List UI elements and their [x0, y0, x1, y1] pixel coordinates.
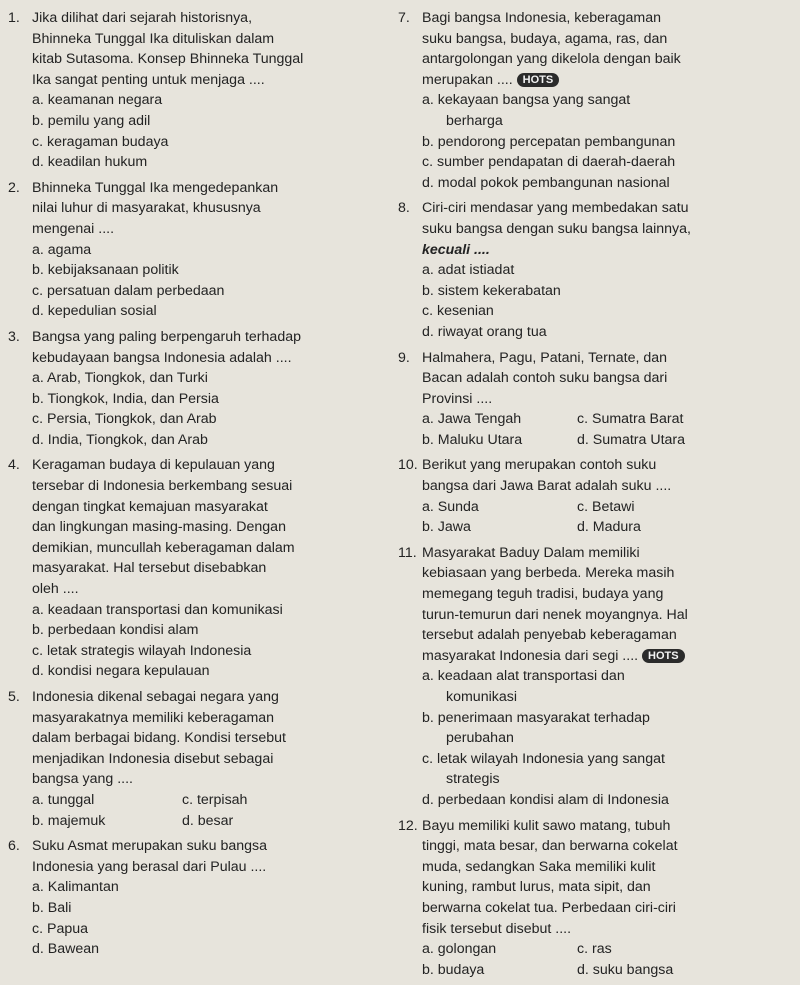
question-stem — [32, 327, 380, 368]
stem-line: oleh .... — [32, 581, 79, 598]
question-7 — [398, 8, 792, 193]
option: c. terpisah — [182, 791, 248, 808]
option: b. Maluku Utara — [422, 431, 523, 448]
left-column — [8, 8, 380, 965]
stem-line: turun-temurun dari nenek moyangnya. Hal — [422, 606, 688, 623]
question-number: 1. — [8, 10, 20, 26]
stem-line: kebiasaan yang berbeda. Mereka masih — [422, 565, 675, 582]
hots-badge: HOTS — [642, 649, 685, 663]
question-stem — [32, 836, 380, 877]
option: a. keadaan transportasi dan komunikasi — [32, 601, 283, 618]
question-12 — [398, 816, 792, 981]
options-grid — [398, 409, 792, 450]
stem-line: Jika dilihat dari sejarah historisnya, — [32, 10, 253, 26]
question-3 — [8, 327, 380, 451]
option: b. sistem kekerabatan — [422, 282, 561, 299]
question-stem — [32, 687, 380, 790]
stem-line: masyarakatnya memiliki keberagaman — [32, 709, 275, 726]
option: d. kepedulian sosial — [32, 303, 157, 320]
option: c. kesenian — [422, 303, 494, 320]
option: b. kebijaksanaan politik — [32, 262, 179, 279]
option: b. budaya — [422, 961, 485, 978]
option: a. adat istiadat — [422, 262, 515, 279]
stem-line: dalam berbagai bidang. Kondisi tersebut — [32, 730, 286, 747]
stem-line: Bagi bangsa Indonesia, keberagaman — [422, 10, 661, 26]
option-continuation: berharga — [446, 112, 503, 129]
question-number: 12. — [398, 817, 418, 834]
option: a. keadaan alat transportasi dan — [422, 668, 625, 685]
options-grid — [8, 790, 380, 831]
stem-line: Bayu memiliki kulit sawo matang, tubuh — [422, 817, 671, 834]
question-5 — [8, 687, 380, 831]
stem-line: memegang teguh tradisi, budaya yang — [422, 586, 664, 603]
option: c. Persia, Tiongkok, dan Arab — [32, 411, 217, 428]
question-stem — [32, 8, 380, 90]
option: c. Papua — [32, 920, 89, 937]
question-number: 6. — [8, 838, 20, 855]
option-continuation: komunikasi — [446, 689, 517, 705]
question-number: 3. — [8, 328, 20, 345]
option: b. perbedaan kondisi alam — [32, 622, 199, 639]
option: d. keadilan hukum — [32, 154, 148, 171]
stem-line: Keragaman budaya di kepulauan yang — [32, 457, 275, 474]
stem-line: fisik tersebut disebut .... — [422, 920, 572, 937]
stem-line: tersebut adalah penyebab keberagaman — [422, 627, 677, 644]
stem-line: Bacan adalah contoh suku bangsa dari — [422, 370, 668, 387]
option: a. kekayaan bangsa yang sangat — [422, 92, 631, 109]
option: d. Bawean — [32, 941, 100, 958]
stem-line: kitab Sutasoma. Konsep Bhinneka Tunggal — [32, 51, 304, 68]
question-stem — [32, 455, 380, 599]
option: d. India, Tiongkok, dan Arab — [32, 431, 208, 448]
option: c. Betawi — [577, 498, 635, 515]
stem-line: Ciri-ciri mendasar yang membedakan satu — [422, 200, 689, 217]
question-stem — [422, 455, 792, 496]
option: b. pendorong percepatan pembangunan — [422, 133, 676, 150]
option: a. keamanan negara — [32, 92, 163, 109]
stem-line: Suku Asmat merupakan suku bangsa — [32, 838, 268, 855]
option: d. perbedaan kondisi alam di Indonesia — [422, 791, 669, 808]
option: c. letak wilayah Indonesia yang sangat — [422, 750, 665, 767]
option: a. Kalimantan — [32, 879, 119, 896]
question-number: 2. — [8, 179, 20, 196]
stem-line: kecuali .... — [422, 241, 490, 258]
stem-line: menjadikan Indonesia disebut sebagai — [32, 750, 274, 767]
stem-line — [422, 70, 792, 91]
option: a. tunggal — [32, 791, 95, 808]
option: d. riwayat orang tua — [422, 323, 547, 340]
stem-line: Bhinneka Tunggal Ika dituliskan dalam — [32, 30, 275, 47]
stem-text: masyarakat Indonesia dari segi .... — [422, 647, 639, 664]
stem-line: nilai luhur di masyarakat, khususnya — [32, 200, 261, 217]
question-number: 8. — [398, 200, 410, 217]
option: d. modal pokok pembangunan nasional — [422, 174, 670, 191]
option: c. Sumatra Barat — [577, 411, 684, 428]
option: a. Jawa Tengah — [422, 411, 522, 428]
stem-line: muda, sedangkan Saka memiliki kulit — [422, 858, 656, 875]
option: b. penerimaan masyarakat terhadap — [422, 709, 650, 726]
stem-line: bangsa dari Jawa Barat adalah suku .... — [422, 478, 672, 495]
question-stem — [422, 543, 792, 667]
stem-line: suku bangsa dengan suku bangsa lainnya, — [422, 220, 691, 237]
question-stem — [422, 198, 792, 260]
stem-line: masyarakat. Hal tersebut disebabkan — [32, 560, 267, 577]
option-continuation: perubahan — [446, 730, 514, 747]
stem-line: Bangsa yang paling berpengaruh terhadap — [32, 328, 301, 345]
option: d. Sumatra Utara — [577, 431, 686, 448]
stem-line: dan lingkungan masing-masing. Dengan — [32, 519, 286, 536]
stem-line: berwarna cokelat tua. Perbedaan ciri-ciri — [422, 899, 676, 916]
option: d. kondisi negara kepulauan — [32, 663, 210, 680]
option: c. ras — [577, 941, 612, 958]
question-number: 5. — [8, 689, 20, 705]
question-8 — [398, 198, 792, 342]
question-number: 10. — [398, 457, 418, 474]
stem-line: Masyarakat Baduy Dalam memiliki — [422, 544, 640, 561]
option: b. pemilu yang adil — [32, 112, 151, 129]
question-9 — [398, 348, 792, 451]
question-2 — [8, 178, 380, 322]
question-10 — [398, 455, 792, 537]
question-number: 4. — [8, 457, 20, 474]
question-number: 11. — [398, 544, 417, 561]
option: a. Sunda — [422, 498, 479, 515]
option: a. Arab, Tiongkok, dan Turki — [32, 370, 208, 387]
question-stem — [32, 178, 380, 240]
option: d. besar — [182, 812, 234, 829]
question-stem — [422, 8, 792, 90]
stem-line: bangsa yang .... — [32, 771, 133, 788]
stem-line: Indonesia yang berasal dari Pulau .... — [32, 858, 267, 875]
stem-line: dengan tingkat kemajuan masyarakat — [32, 498, 268, 515]
stem-text: merupakan .... — [422, 71, 513, 88]
right-column — [398, 8, 792, 985]
stem-line: mengenai .... — [32, 220, 115, 237]
option: a. agama — [32, 241, 92, 258]
option: d. suku bangsa — [577, 961, 674, 978]
question-1 — [8, 8, 380, 173]
option: c. keragaman budaya — [32, 133, 169, 150]
option: c. persatuan dalam perbedaan — [32, 282, 225, 299]
stem-line: tersebar di Indonesia berkembang sesuai — [32, 478, 293, 495]
stem-line: kebudayaan bangsa Indonesia adalah .... — [32, 349, 292, 366]
stem-line: kuning, rambut lurus, mata sipit, dan — [422, 879, 651, 896]
question-11 — [398, 543, 792, 811]
stem-line: Bhinneka Tunggal Ika mengedepankan — [32, 179, 279, 196]
stem-line — [422, 646, 792, 667]
stem-line: Provinsi .... — [422, 390, 493, 407]
question-number: 9. — [398, 349, 410, 366]
question-stem — [422, 348, 792, 410]
option: c. letak strategis wilayah Indonesia — [32, 642, 252, 659]
option: d. Madura — [577, 519, 641, 536]
option: b. majemuk — [32, 812, 106, 829]
option: b. Tiongkok, India, dan Persia — [32, 390, 219, 407]
question-6 — [8, 836, 380, 960]
question-stem — [422, 816, 792, 940]
options-grid — [398, 939, 792, 980]
option: a. golongan — [422, 941, 497, 958]
stem-line: suku bangsa, budaya, agama, ras, dan — [422, 30, 668, 47]
stem-line: demikian, muncullah keberagaman dalam — [32, 539, 295, 556]
stem-line: Indonesia dikenal sebagai negara yang — [32, 689, 279, 705]
question-number: 7. — [398, 10, 410, 26]
stem-line: tinggi, mata besar, dan berwarna cokelat — [422, 838, 678, 855]
question-4 — [8, 455, 380, 682]
stem-line: Ika sangat penting untuk menjaga .... — [32, 71, 265, 88]
option: b. Jawa — [422, 519, 471, 536]
stem-line: Berikut yang merupakan contoh suku — [422, 457, 657, 474]
option: c. sumber pendapatan di daerah-daerah — [422, 154, 676, 171]
option-continuation: strategis — [446, 771, 500, 788]
hots-badge: HOTS — [517, 73, 560, 87]
option: b. Bali — [32, 899, 72, 916]
stem-line: Halmahera, Pagu, Patani, Ternate, dan — [422, 349, 668, 366]
options-grid — [398, 497, 792, 538]
stem-line: antargolongan yang dikelola dengan baik — [422, 51, 681, 68]
